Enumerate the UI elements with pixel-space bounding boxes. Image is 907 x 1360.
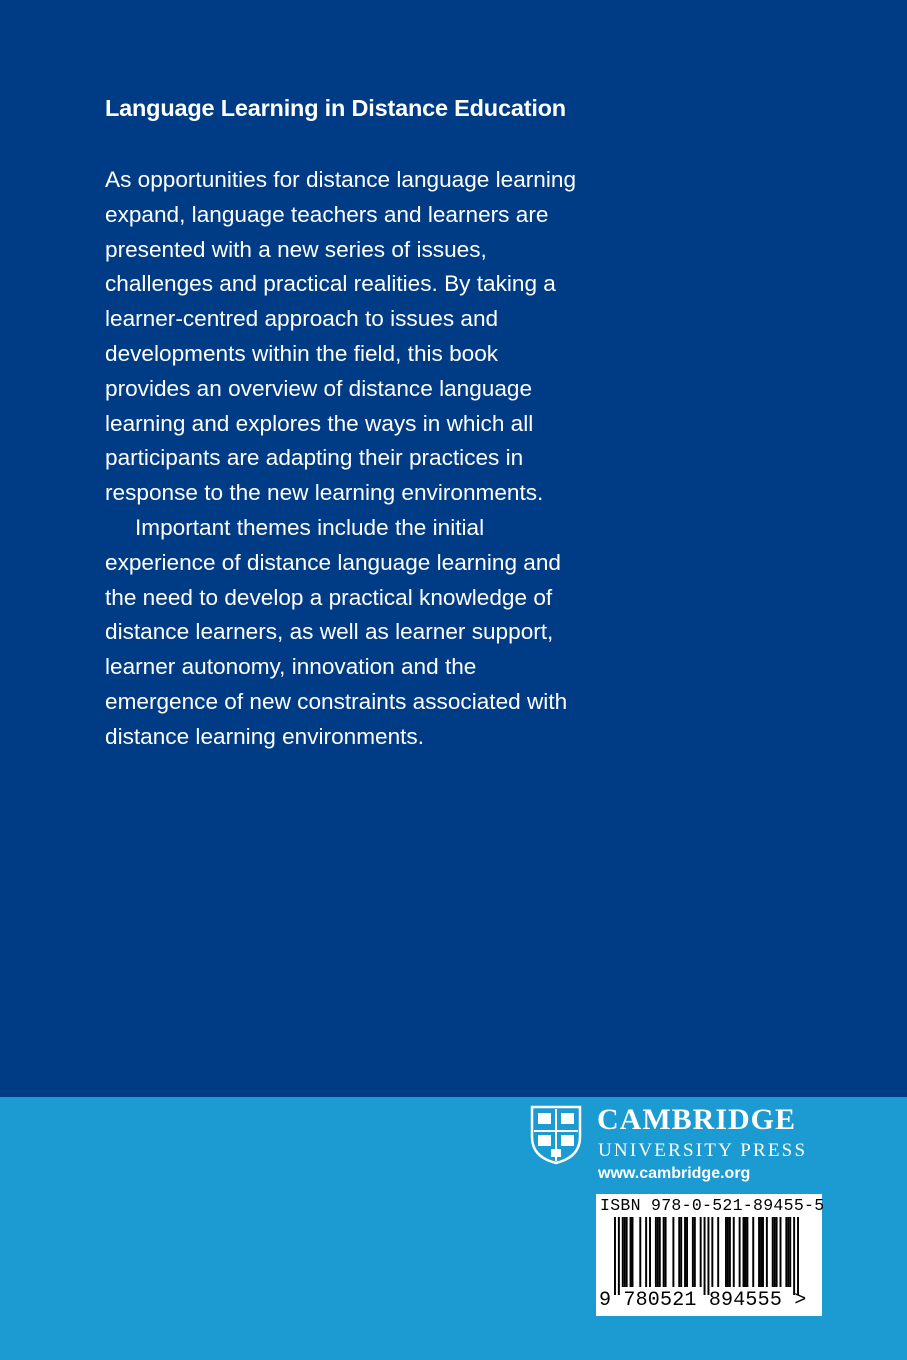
- barcode-bar: [746, 1217, 748, 1287]
- barcode-bar: [766, 1217, 768, 1287]
- isbn-label: ISBN 978-0-521-89455-5: [600, 1196, 825, 1215]
- barcode-bar: [678, 1217, 680, 1287]
- barcode-bar: [717, 1217, 719, 1287]
- barcode-bar: [785, 1217, 787, 1287]
- barcode-bar: [758, 1217, 760, 1287]
- book-blurb: [105, 163, 625, 755]
- barcode-bar: [760, 1217, 762, 1287]
- barcode-bar: [632, 1217, 634, 1287]
- barcode-bar: [649, 1217, 651, 1287]
- publisher-subtitle: UNIVERSITY PRESS: [598, 1140, 808, 1161]
- barcode-bar: [727, 1217, 729, 1287]
- barcode-bar: [704, 1217, 706, 1295]
- barcode-bar: [659, 1217, 661, 1287]
- barcode-bar: [694, 1217, 696, 1287]
- barcode-bar: [700, 1217, 702, 1287]
- barcode-bar: [711, 1217, 713, 1287]
- barcode-bar: [692, 1217, 694, 1287]
- barcode-bar: [744, 1217, 746, 1287]
- barcode-bar: [684, 1217, 686, 1287]
- barcode-bar: [618, 1217, 620, 1295]
- barcode-digits: 9 780521 894555 >: [599, 1289, 807, 1312]
- barcode-bar: [686, 1217, 688, 1287]
- barcode-bar: [655, 1217, 657, 1287]
- barcode-bar: [630, 1217, 632, 1287]
- barcode-bar: [672, 1217, 674, 1287]
- barcode-bar: [626, 1217, 628, 1287]
- barcode-bar: [624, 1217, 626, 1287]
- barcode-bar: [789, 1217, 791, 1287]
- barcode-bar: [639, 1217, 641, 1287]
- barcode-bar: [739, 1217, 741, 1287]
- barcode-bar: [622, 1217, 624, 1287]
- barcode-bar: [729, 1217, 731, 1287]
- blurb-paragraph-1: As opportunities for distance language learning expand, language teachers and learners are presented with a new series of issues, challenges and practical realities. By taking a learner-centred approach to issues and developments within the field, this book provides an overview of distance language learning and explores the ways in which all participants are adapting their practices in response to the new learning environments.: [105, 167, 577, 506]
- barcode-bar: [663, 1217, 665, 1287]
- university-shield-icon: [530, 1105, 582, 1165]
- book-title: Language Learning in Distance Education: [105, 95, 566, 121]
- barcode-bar: [707, 1217, 709, 1295]
- barcode-bar: [665, 1217, 667, 1287]
- barcode-bar: [776, 1217, 778, 1287]
- barcode-bar: [680, 1217, 682, 1287]
- barcode-bar: [793, 1217, 795, 1295]
- barcode-bar: [645, 1217, 647, 1287]
- barcode-bar: [614, 1217, 616, 1295]
- publisher-url: www.cambridge.org: [598, 1165, 751, 1182]
- barcode-bar: [657, 1217, 659, 1287]
- barcode-bar: [772, 1217, 774, 1287]
- barcode-bar: [733, 1217, 735, 1287]
- barcode-bar: [780, 1217, 782, 1287]
- barcode-bar: [762, 1217, 764, 1287]
- barcode-bar: [743, 1217, 745, 1287]
- barcode-bar: [797, 1217, 799, 1295]
- publisher-name: CAMBRIDGE: [597, 1103, 797, 1136]
- blurb-paragraph-2: Important themes include the initial experience of distance language learning and the need to develop a practical knowledge of distance learners, as well as learner support, learner autonomy, innovation and the emergence of new constraints associated with distance learning environments.: [105, 514, 568, 749]
- barcode-bar: [774, 1217, 776, 1287]
- barcode-bar: [725, 1217, 727, 1287]
- isbn-barcode: [596, 1194, 825, 1316]
- barcode-bar: [787, 1217, 789, 1287]
- barcode-bar: [752, 1217, 754, 1287]
